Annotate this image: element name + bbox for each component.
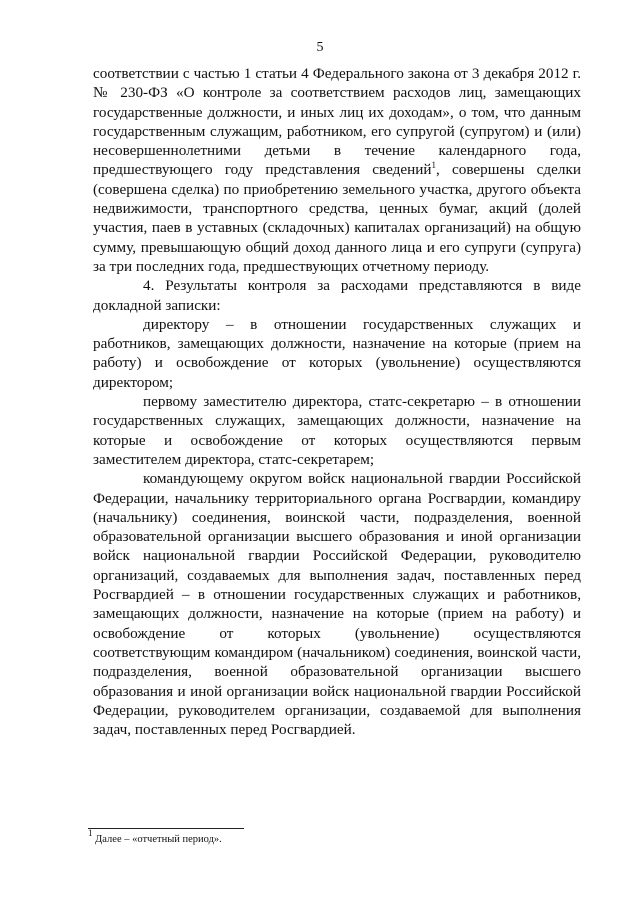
paragraph-continuation-text: соответствии с частью 1 статьи 4 Федерального закона от 3 декабря 2012 г. № 230-ФЗ «О контроле за соответствием расходов лиц, замещающих государственные должности, и иных лиц их доходам», о том, что данным государственным служащим, работником, его супругой (супругом) и (или) несовершеннолетними детьми в течение календарного года, предшествующего году представления сведений — [93, 65, 581, 179]
footnote-reference: 1 — [431, 160, 437, 171]
paragraph-continuation — [93, 64, 581, 276]
footnote-text: Далее – «отчетный период». — [92, 834, 222, 845]
footnote — [88, 828, 222, 845]
paragraph-first-deputy: первому заместителю директора, статс-секретарю – в отношении государственных служащих, замещающих должности, назначение на которые и освобождение от которых осуществляются первым заместителем директора, статс-секретарем; — [93, 393, 581, 468]
paragraph-director: директору – в отношении государственных служащих и работников, замещающих должности, назначение на которые (прием на работу) и освобождение от которых (увольнение) осуществляются директором; — [93, 315, 581, 391]
body-text — [93, 64, 581, 739]
footnote-marker: 1 — [88, 828, 93, 838]
paragraph-district-commander: командующему округом войск национальной гвардии Российской Федерации, начальнику территориального органа Росгвардии, командиру (начальнику) соединения, воинской части, подразделения, военной образовательной организации высшего образования и иной организации войск национальной гвардии Российской Федерации, руководителю организаций, создаваемых для выполнения задач, поставленных перед Росгвардией – в отношении государственных служащих и работников, замещающих должности, назначение на которые (прием на работу) и освобождение от которых (увольнение) осуществляются соответствующим командиром (начальником) соединения, воинской части, подразделения, военной образовательной организации высшего образования и иной организации войск национальной гвардии Российской Федерации, руководителем организации, создаваемой для выполнения задач, поставленных перед Росгвардией. — [93, 470, 581, 739]
paragraph-continuation-text-end: , совершены сделки (совершена сделка) по приобретению земельного участка, другого объекта недвижимости, транспортного средства, ценных бумаг, акций (долей участия, паев в уставных (складочных) капиталах организаций) на общую сумму, превышающую общий доход данного лица и его супруги (супруга) за три последних года, предшествующих отчетному периоду. — [93, 161, 581, 275]
paragraph-item-4: 4. Результаты контроля за расходами представляются в виде докладной записки: — [93, 277, 581, 314]
footnote-divider — [88, 828, 244, 829]
page-number: 5 — [316, 40, 324, 55]
